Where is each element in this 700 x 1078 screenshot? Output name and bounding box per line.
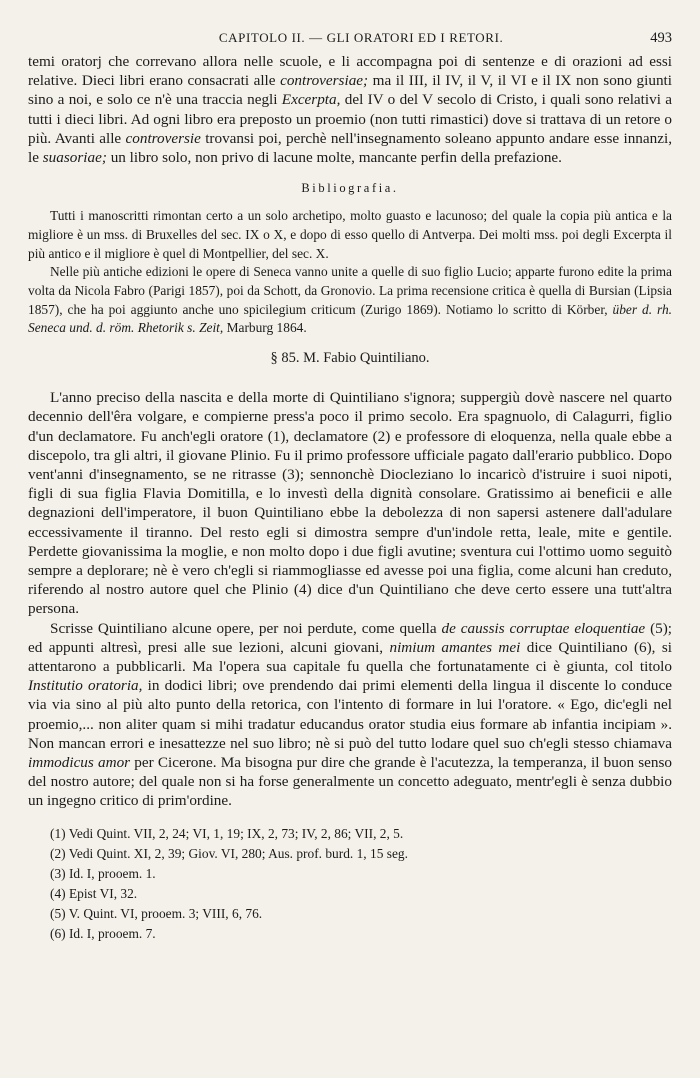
section-title: § 85. M. Fabio Quintiliano. <box>270 350 430 367</box>
footnote: (4) Epist VI, 32. <box>50 885 138 901</box>
page-number: 493 <box>650 30 672 46</box>
running-title: CAPITOLO II. — GLI ORATORI ED I RETORI. <box>218 30 504 45</box>
footnote: (2) Vedi Quint. XI, 2, 39; Giov. VI, 280; Aus. prof. burd. 1, 15 seg. <box>50 845 408 861</box>
footnote: (5) V. Quint. VI, prooem. 3; VIII, 6, 76. <box>50 905 263 921</box>
bibliografia-paragraph-2: Nelle più antiche edizioni le opere di Seneca vanno unite a quelle di suo figlio Lucio; apparte furono edite la prima volta da Nicola Fabro (Parigi 1857), poi da Schott, da Gronovio. La prima recensione critica è quella di Bursian (Lipsia 1857), che ha poi aggiunto anche uno spicilegium criticum (Zurigo 1869). Notiamo lo scritto di Körber, über d. rh. Seneca und. d. röm. Rhetorik s. Zeit, Marburg 1864. <box>28 264 673 336</box>
footnotes <box>28 824 672 944</box>
page-header <box>28 30 672 52</box>
bibliografia-heading: Bibliografia. <box>301 181 399 196</box>
section-paragraph-2: Scrisse Quintiliano alcune opere, per noi perdute, come quella de caussis corruptae eloquentiae (5); ed appunti altresì, presi alle sue lezioni, alcuni giovani, nimium amantes mei dice Quintiliano (6), si attentarono a pubblicarli. Ma l'opera sua capitale fu quella che fortunatamente ci è giunta, col titolo Institutio oratoria, in dodici libri; ove prendendo dai primi elementi della lingua il discente lo conduce via via sino al più alto punto della retorica, con l'intento di formare in lui l'oratore. « Ego, dic'egli nel proemio,... non aliter quam si mihi tradatur educandus orator studia eius formare ab infantia incipiam ». Non mancan errori e inesattezze nel suo libro; nè si può del tutto lodare quel suo ch'egli stesso chiamava immodicus amor per Cicerone. Ma bisogna pur dire che grande è l'acutezza, la temperanza, il buon senso del nostro autore; del quale non si ha forse generalmente un concetto adeguato, mentr'egli è senza dubbio un ingegno critico di prim'ordine. <box>28 619 673 810</box>
footnote: (6) Id. I, prooem. 7. <box>50 925 156 941</box>
footnote: (1) Vedi Quint. VII, 2, 24; VI, 1, 19; IX, 2, 73; IV, 2, 86; VII, 2, 5. <box>50 825 404 841</box>
book-page <box>28 30 672 944</box>
footnote: (3) Id. I, prooem. 1. <box>50 865 156 881</box>
section-paragraph-1: L'anno preciso della nascita e della morte di Quintiliano s'ignora; suppergiù dovè nascere nel quarto decennio dell'êra volgare, e compierne press'a poco il primo secolo. Era spagnuolo, di Calagurri, figlio d'un declamatore. Fu anch'egli oratore (1), declamatore (2) e professore di eloquenza, nella quale ebbe a discepolo, tra gli altri, il giovane Plinio. Fu il primo professore ufficiale pagato dall'erario pubblico. Dopo vent'anni d'insegnamento, se ne ritrasse (3); sennonchè Diocleziano lo incaricò d'istruire i suoi nipoti, figli di sua figlia Flavia Domitilla, e lo investì della dignità consolare. Gratissimo ai beneficii e alle degnazioni dell'imperatore, il buon Quintiliano ebbe la debolezza di non sapersi astenere dall'adulare eccessivamente il tiranno. Del resto egli si dimostra sempre d'un'indole retta, leale, mite e gentile. Perdette giovanissima la moglie, e non molto dopo i due figli avutine; sventura cui l'ottimo uomo seguitò sempre a deplorare; nè è vero ch'egli si riammogliasse ed avesse poi una figlia, come alcuni han creduto, riferendo al nostro autore quel che Plinio (4) dice d'un Quintiliano che deve certo essere una tutt'altra persona. <box>28 389 672 618</box>
intro-paragraph: temi oratorj che correvano allora nelle scuole, e li accompagna poi di sentenze e di orazioni ad essi relative. Dieci libri erano consacrati alle controversiae; ma il III, il IV, il V, il VI e il IX non sono giunti sino a noi, e solo ce n'è una traccia negli Excerpta, del IV o del V secolo di Cristo, i quali sono relativi a tutti i dieci libri. Ad ogni libro era preposto un proemio (non tutti rimastici) dove si trattava di un retore o più. Avanti alle controversie trovansi poi, perchè nell'insegnamento soleano appunto andare esse innanzi, le suasoriae; un libro solo, non privo di lacune molte, mancante perfin della prefazione. <box>28 53 672 167</box>
bibliografia-paragraph-1: Tutti i manoscritti rimontan certo a un solo archetipo, molto guasto e lacunoso; del quale la copia più antica e la migliore è un mss. di Bruxelles del sec. IX o X, e dopo di esso quello di Antverpa. Dei molti mss. poi degli Excerpta il più antico e il migliore è quel di Montpellier, del sec. X. <box>28 208 672 261</box>
